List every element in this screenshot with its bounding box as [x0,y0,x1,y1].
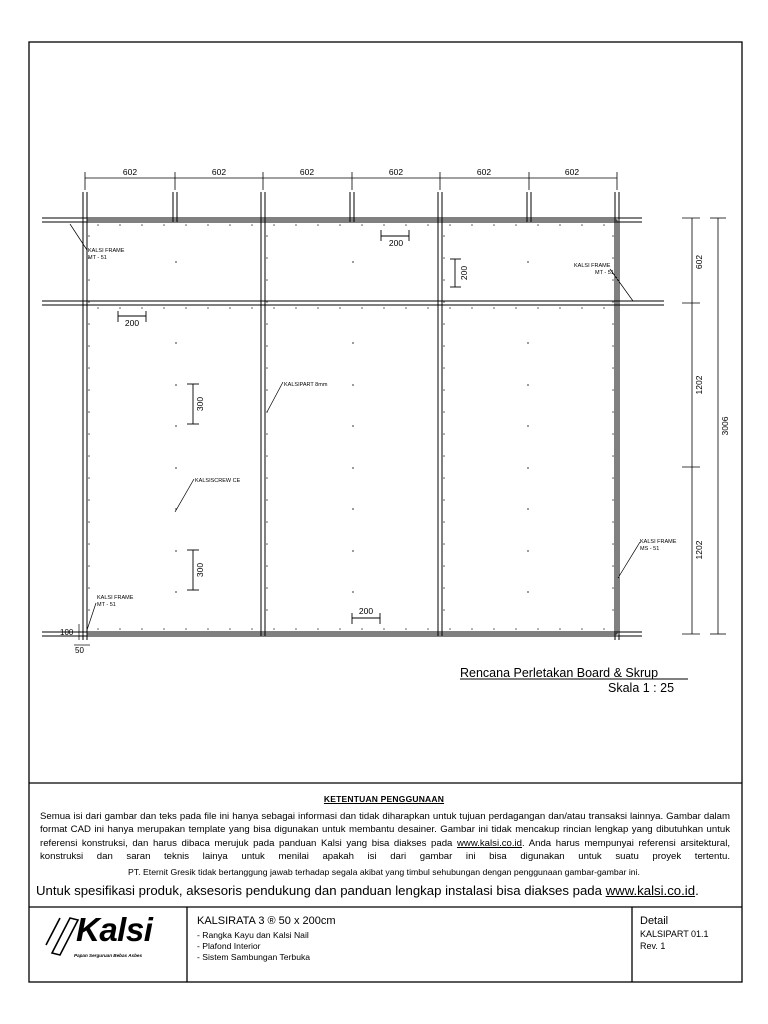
screw-dot [493,628,495,630]
screw-dot [612,455,614,457]
screw-dot [603,628,605,630]
screw-dot [443,367,445,369]
screw-dot [405,307,407,309]
spacing-label: 200 [124,318,140,328]
screw-dot [88,367,90,369]
screw-dot [97,224,99,226]
screw-dot [207,307,209,309]
screw-dot [175,467,177,469]
screw-dot [471,628,473,630]
screw-dot [88,411,90,413]
product-title: KALSIRATA 3 ® 50 x 200cm [197,915,336,927]
terms-spec-link[interactable]: www.kalsi.co.id [605,883,696,898]
drawing-scale: Skala 1 : 25 [608,681,675,695]
screw-dot [515,307,517,309]
screw-dot [581,307,583,309]
screw-dot [515,628,517,630]
screw-dot [266,257,268,259]
callout-board: KALSIPART 8mm [284,382,328,388]
screw-dot [88,587,90,589]
screw-dot [612,345,614,347]
screw-dot [266,279,268,281]
screw-dot [175,550,177,552]
screw-dot [141,307,143,309]
screw-dot [612,565,614,567]
screw-dot [352,591,354,593]
screw-dot [251,307,253,309]
leader-lines [70,224,640,630]
screw-dot [612,389,614,391]
screw-dot [207,628,209,630]
callout-frame-mt-right-code: MT - 51 [595,270,614,276]
screw-dot [266,477,268,479]
screw-dot [185,307,187,309]
screw-dot [352,467,354,469]
screw-dot [175,342,177,344]
screw-dot [559,628,561,630]
screw-dot [383,628,385,630]
screw-dot [88,279,90,281]
screw-dot [443,477,445,479]
screw-dot [266,543,268,545]
revision: Rev. 1 [640,941,666,951]
terms-body [40,810,730,864]
screw-dot [295,224,297,226]
screw-dot [527,508,529,510]
screw-dot [266,521,268,523]
screw-dot [339,224,341,226]
ceiling-plan [42,167,730,679]
screw-dot [612,477,614,479]
screw-dot [527,425,529,427]
screw-dot [443,499,445,501]
screw-dot [317,224,319,226]
screw-dot [163,307,165,309]
spacing-label: 200 [358,606,374,616]
screw-dot [427,307,429,309]
screw-dot [88,323,90,325]
screw-dot [175,261,177,263]
screw-dot [185,628,187,630]
callout-frame-mt-right: KALSI FRAME [574,263,611,269]
screw-dot [405,628,407,630]
callout-screw: KALSISCREW CE [195,478,241,484]
screw-dot [295,628,297,630]
screw-dot [266,367,268,369]
screw-dot [88,543,90,545]
terms-body-text: Semua isi dari gambar dan teks pada file ini hanya sebagai informasi dan tidak diharapkan untuk tujuan perdagangan dan/atau transaksi lainnya. Gambar dalam format CAD ini hanya merupakan template yang bisa digunakan untuk membantu desainer. Gambar ini tidak mencakup rincian lengkap yang dibutuhkan untuk referensi konstruksi, dan harus dibaca merujuk pada panduan Kalsi yang bisa diakses pada [40,811,730,849]
screw-dot [612,543,614,545]
screw-dot [527,591,529,593]
screw-dot [612,301,614,303]
screw-dot [449,224,451,226]
screw-dot [443,279,445,281]
screw-dot [515,224,517,226]
screw-dot [266,587,268,589]
screw-dot [88,235,90,237]
screw-dot [266,499,268,501]
callout-frame-ms-right-code: MS - 51 [640,546,660,552]
screw-dot [443,345,445,347]
screw-dot [443,411,445,413]
screw-dot [207,224,209,226]
screw-dot [163,628,165,630]
screw-dot [443,433,445,435]
top-dim-4: 602 [388,167,404,177]
screw-dot [443,565,445,567]
screw-dot [603,307,605,309]
screw-dot [141,628,143,630]
screw-dot [449,628,451,630]
right-dimension-labels [694,255,730,560]
screw-dot [493,224,495,226]
screw-dot [527,261,529,263]
screw-dot [443,587,445,589]
callout-frame-mt-bottom: KALSI FRAME [97,595,134,601]
terms-title: KETENTUAN PENGGUNAAN [323,794,445,804]
screw-dot [361,628,363,630]
screw-dot [581,628,583,630]
screw-dot [427,224,429,226]
screw-dot [443,543,445,545]
screw-dot [339,307,341,309]
screw-dot [88,609,90,611]
screw-dot [295,307,297,309]
spacing-label: 300 [195,396,205,412]
right-dim-1: 602 [694,254,704,270]
screw-dot [229,307,231,309]
screw-dot [88,565,90,567]
screw-dot [97,307,99,309]
screw-dot [251,628,253,630]
screw-dot [339,628,341,630]
screw-dot [537,628,539,630]
spacing-label: 200 [459,265,469,281]
kalsi-logo: Kalsi [76,911,153,948]
top-dim-2: 602 [211,167,227,177]
spacing-labels [125,238,469,616]
screw-dot [97,628,99,630]
screw-dot [317,307,319,309]
board-outline [87,220,617,634]
top-dim-5: 602 [476,167,492,177]
screw-dot [559,307,561,309]
screw-dot [612,257,614,259]
screw-dot [266,433,268,435]
screw-dot [273,224,275,226]
screw-dot [352,342,354,344]
kalsi-logo-tagline: Papan Serguruan Bebas Asbes [74,953,142,958]
screw-dot [175,384,177,386]
kalsi-logo-mark [46,918,78,955]
screw-dot [251,224,253,226]
product-item: - Rangka Kayu dan Kalsi Nail [197,930,309,940]
product-item: - Sistem Sambungan Terbuka [197,952,311,962]
screw-dot [612,587,614,589]
screw-dot [612,279,614,281]
screw-dot [527,342,529,344]
screw-dot [266,323,268,325]
screw-dot [383,307,385,309]
screw-dot [443,521,445,523]
screw-dot [229,224,231,226]
screw-dot [443,257,445,259]
detail-label: Detail [640,915,669,927]
screw-dot [537,224,539,226]
screw-dot [361,224,363,226]
screw-dot [185,224,187,226]
screw-dot [471,224,473,226]
screw-dot [581,224,583,226]
screw-dot [405,224,407,226]
screw-dot [449,307,451,309]
screw-dot [527,467,529,469]
screw-dot [352,508,354,510]
terms-body-link[interactable]: www.kalsi.co.id [456,837,523,849]
screw-dot [443,301,445,303]
screw-dot [352,261,354,263]
screw-dot [88,499,90,501]
screw-dot [273,307,275,309]
screw-dot [612,411,614,413]
screw-dot [443,609,445,611]
screw-dot [88,301,90,303]
screw-dot [493,307,495,309]
top-dimension-lines [85,172,617,190]
right-dim-2: 1202 [694,375,704,395]
top-dim-3: 602 [299,167,315,177]
screw-dot [88,455,90,457]
screw-dot [527,550,529,552]
screw-dot [88,433,90,435]
terms-spec-end: . [695,883,699,898]
screw-dot [229,628,231,630]
screw-dot [119,224,121,226]
product-item: - Plafond Interior [197,941,261,951]
drawing-title: Rencana Perletakan Board & Skrup [460,666,659,680]
screw-dot [612,499,614,501]
screw-dot [527,384,529,386]
screw-dot [273,628,275,630]
screw-dot [266,235,268,237]
spacing-label: 200 [388,238,404,248]
spacing-markers [118,230,461,624]
screw-dot [141,224,143,226]
screw-dot [612,367,614,369]
screw-dot [443,455,445,457]
screw-dot [266,389,268,391]
top-dimension-labels [123,167,579,177]
screw-dot [317,628,319,630]
screw-dot [383,224,385,226]
screw-dot [352,425,354,427]
terms-disclaimer: PT. Eternit Gresik tidak bertanggung jawab terhadap segala akibat yang timbul sehubungan dengan penggunaan gambar-gambar ini. [128,867,640,877]
screw-dot [603,224,605,226]
screw-dot [443,235,445,237]
terms-spec [36,883,736,898]
screw-dot [88,521,90,523]
screw-dot [537,307,539,309]
screw-dot [163,224,165,226]
kalsi-frames [42,192,664,640]
screw-dot [266,609,268,611]
terms-body-text-end: . Anda harus mempunyai referensi arsitektural, konstruksi dan saran teknis lainya untuk menilai apakah isi dari gambar ini bisa digunakan untuk suatu proyek tertentu. [40,837,730,863]
screw-dot [175,591,177,593]
screw-dot [175,425,177,427]
screw-dot [427,628,429,630]
callout-frame-mt-top: KALSI FRAME [88,248,125,254]
right-dim-3: 1202 [694,540,704,560]
screw-dot [352,550,354,552]
screw-dot [361,307,363,309]
screw-dot [471,307,473,309]
screw-dot [443,389,445,391]
spacing-label: 300 [195,562,205,578]
top-dim-1: 602 [122,167,138,177]
screw-dot [612,433,614,435]
screw-dot [266,345,268,347]
screw-dot [443,323,445,325]
screw-dot [266,455,268,457]
top-dim-6: 602 [564,167,580,177]
total-dim: 3006 [720,416,730,436]
callout-frame-ms-right: KALSI FRAME [640,539,677,545]
screw-dot [119,628,121,630]
offset-label-50: 50 [75,646,84,655]
screw-dot [612,521,614,523]
screw-dot [88,345,90,347]
callout-frame-mt-top-code: MT - 51 [88,255,107,261]
terms-spec-text: Untuk spesifikasi produk, aksesoris pendukung dan panduan lengkap instalasi bisa diakses pada [36,883,602,898]
callout-labels [88,248,677,608]
screw-dots [88,224,614,630]
screw-dot [612,609,614,611]
screw-dot [612,235,614,237]
screw-dot [612,323,614,325]
screw-dot [266,565,268,567]
screw-dot [88,389,90,391]
offset-label-100: 100 [60,628,74,637]
screw-dot [352,384,354,386]
callout-frame-mt-bottom-code: MT - 51 [97,602,116,608]
screw-dot [266,301,268,303]
screw-dot [559,224,561,226]
screw-dot [119,307,121,309]
screw-dot [88,477,90,479]
detail-code: KALSIPART 01.1 [640,929,709,939]
